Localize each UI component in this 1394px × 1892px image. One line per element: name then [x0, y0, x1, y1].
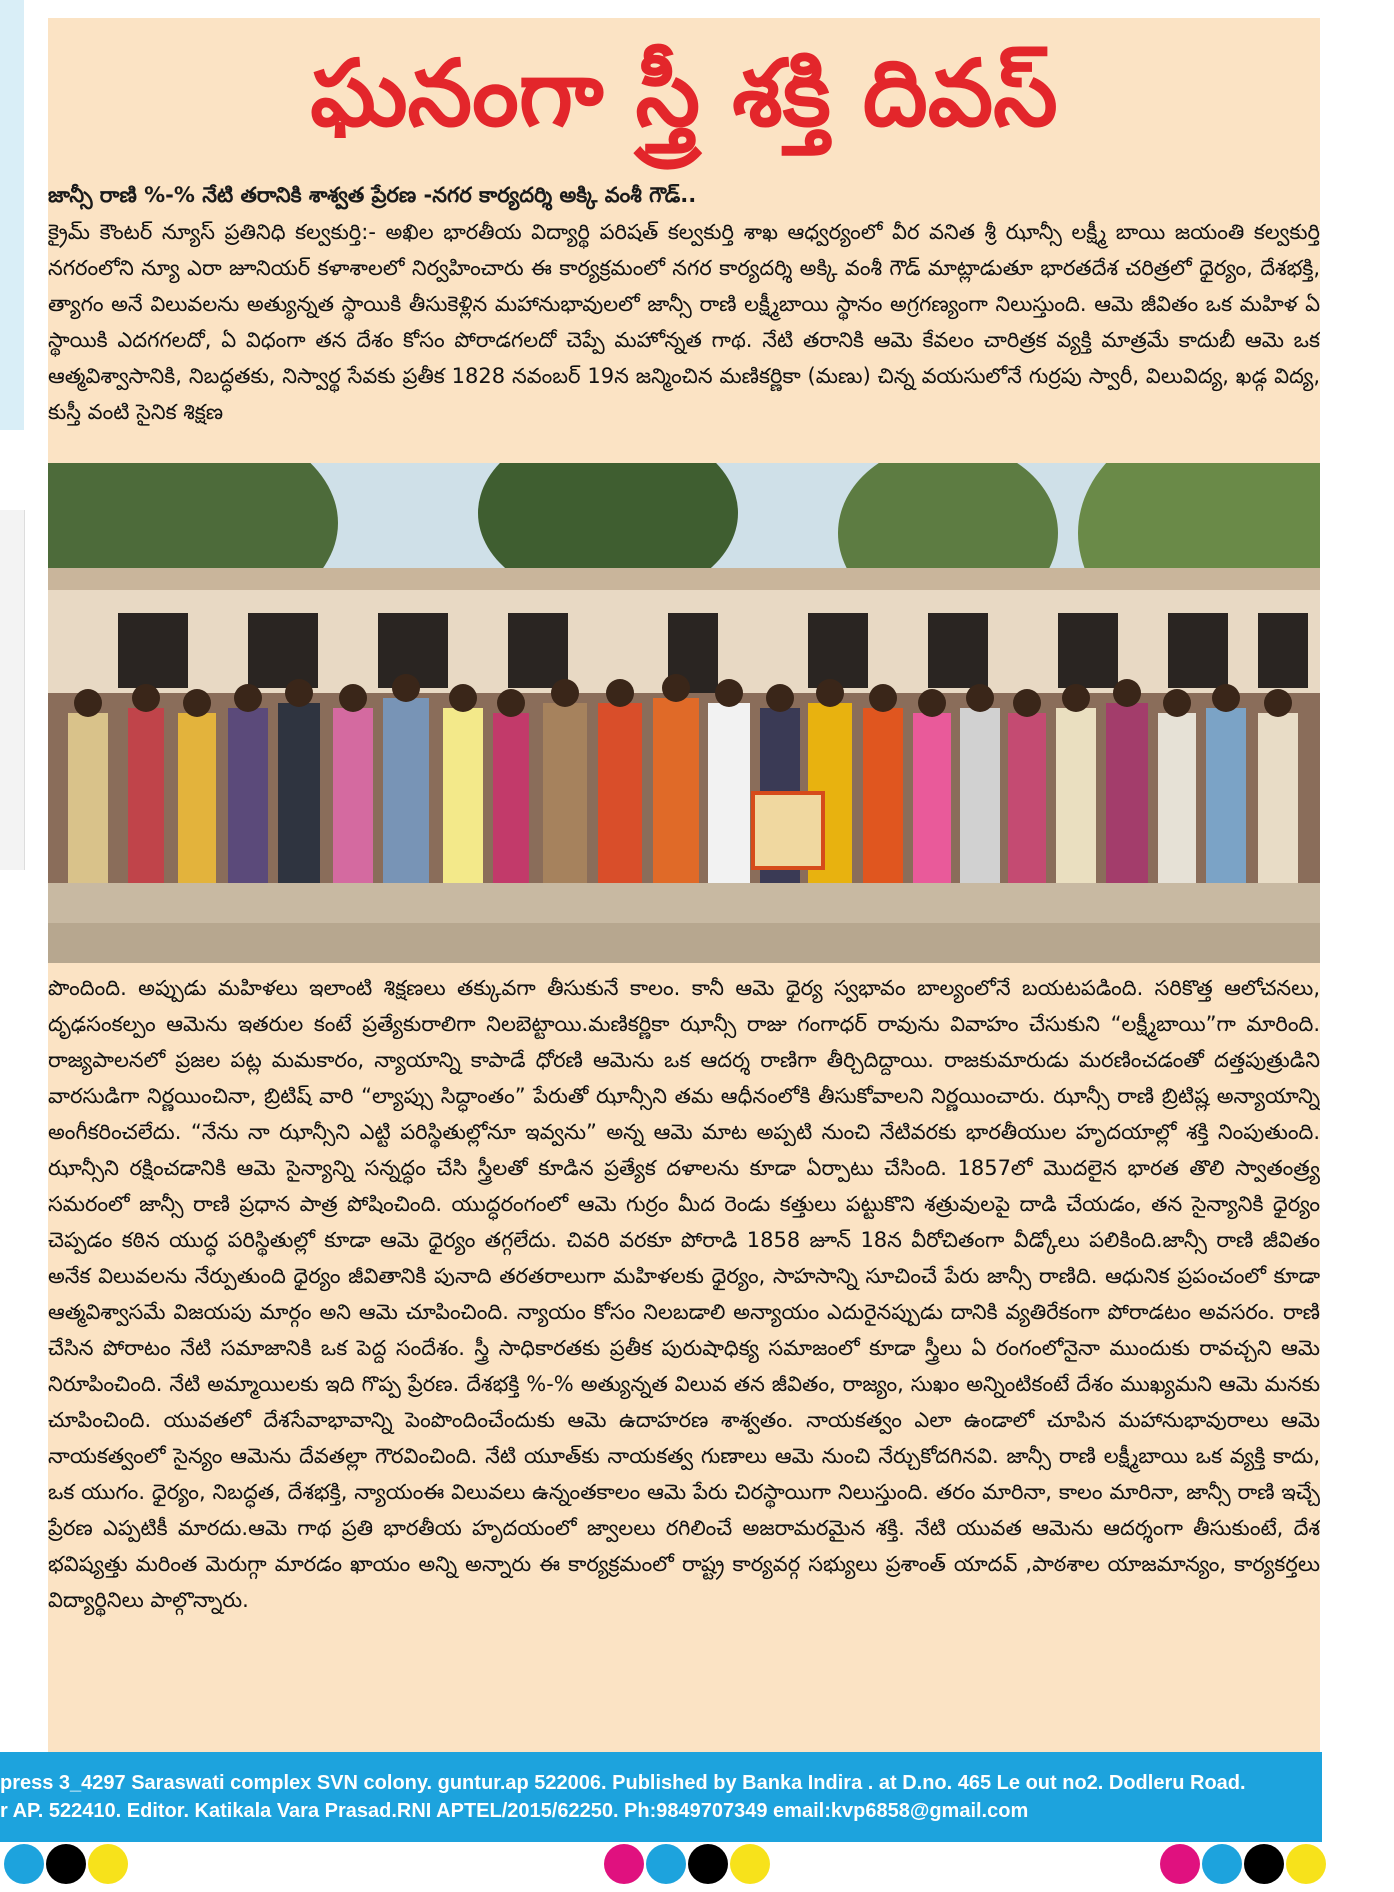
registration-dot-black [688, 1844, 728, 1884]
registration-dot-yellow [88, 1844, 128, 1884]
registration-dot-black [46, 1844, 86, 1884]
article-headline: ఘనంగా స్త్రీ శక్తి దివస్ [310, 40, 1058, 147]
registration-dot-magenta [604, 1844, 644, 1884]
article-subheadline: జాన్సీ రాణి %-% నేటి తరానికి శాశ్వత ప్రేరణ -నగర కార్యదర్శి అక్కి వంశీ గౌడ్.. [48, 183, 697, 207]
registration-dot-black [1244, 1844, 1284, 1884]
adjacent-column-strip [0, 0, 24, 430]
imprint-footer [0, 1752, 1322, 1842]
registration-marks-left [4, 1842, 128, 1886]
registration-marks-right [1160, 1842, 1326, 1886]
adjacent-column-text [0, 870, 40, 1750]
group-photo [48, 463, 1320, 963]
registration-dot-cyan [4, 1844, 44, 1884]
article-body-intro: క్రైమ్ కౌంటర్ న్యూస్ ప్రతినిధి కల్వకుర్తి:- అఖిల భారతీయ విద్యార్థి పరిషత్ కల్వకుర్తి శాఖ ఆధ్వర్యంలో వీర వనిత శ్రీ ఝాన్సీ లక్ష్మీ బాయి జయంతి కల్వకుర్తి నగరంలోని న్యూ ఎరా జూనియర్ కళాశాలలో నిర్వహించారు ఈ కార్యక్రమంలో నగర కార్యదర్శి అక్కి వంశీ గౌడ్ మాట్లాడుతూ భారతదేశ చరిత్రలో ధైర్యం, దేశభక్తి, త్యాగం అనే విలువలను అత్యున్నత స్థాయికి తీసుకెళ్లిన మహానుభావులలో జాన్సీ రాణి లక్ష్మీబాయి స్థానం అగ్రగణ్యంగా నిలుస్తుంది. ఆమె జీవితం ఒక మహిళ ఏ స్థాయికి ఎదగగలదో, ఏ విధంగా తన దేశం కోసం పోరాడగలదో చెప్పే మహోన్నత గాథ. నేటి తరానికి ఆమె కేవలం చారిత్రక వ్యక్తి మాత్రమే కాదుబీ ఆమె ఒక ఆత్మవిశ్వాసానికి, నిబద్ధతకు, నిస్వార్థ సేవకు ప్రతీక 1828 నవంబర్ 19న జన్మించిన మణికర్ణికా (మణు) చిన్న వయసులోనే గుర్రపు స్వారీ, విలువిద్య, ఖడ్గ విద్య, కుస్తీ వంటి సైనిక శిక్షణ [48, 220, 1320, 424]
registration-marks-center [604, 1842, 770, 1886]
news-article [48, 18, 1320, 1752]
registration-dot-cyan [646, 1844, 686, 1884]
registration-dot-yellow [730, 1844, 770, 1884]
registration-dot-yellow [1286, 1844, 1326, 1884]
registration-dot-magenta [1160, 1844, 1200, 1884]
article-body-continued: పొందింది. అప్పుడు మహిళలు ఇలాంటి శిక్షణలు తక్కువగా తీసుకునే కాలం. కానీ ఆమె ధైర్య స్వభావం బాల్యంలోనే బయటపడింది. సరికొత్త ఆలోచనలు, దృఢసంకల్పం ఆమెను ఇతరుల కంటే ప్రత్యేకురాలిగా నిలబెట్టాయి.మణికర్ణికా ఝాన్సీ రాజు గంగాధర్ రావును వివాహం చేసుకుని “లక్ష్మీబాయి”గా మారింది. రాజ్యపాలనలో ప్రజల పట్ల మమకారం, న్యాయాన్ని కాపాడే ధోరణి ఆమెను ఒక ఆదర్శ రాణిగా తీర్చిదిద్దాయి. రాజకుమారుడు మరణించడంతో దత్తపుత్రుడిని వారసుడిగా నిర్ణయించినా, బ్రిటిష్ వారి “ల్యాప్సు సిద్ధాంతం” పేరుతో ఝాన్సీని తమ ఆధీనంలోకి తీసుకోవాలని నిర్ణయించారు. ఝాన్సీ రాణి బ్రిటిష్ల అన్యాయాన్ని అంగీకరించలేదు. “నేను నా ఝాన్సీని ఎట్టి పరిస్థితుల్లోనూ ఇవ్వను” అన్న ఆమె మాట అప్పటి నుంచి నేటివరకు భారతీయుల హృదయాల్లో శక్తి నింపుతుంది. ఝాన్సీని రక్షించడానికి ఆమె సైన్యాన్ని సన్నద్ధం చేసి స్త్రీలతో కూడిన ప్రత్యేక దళాలను కూడా ఏర్పాటు చేసింది. 1857లో మొదలైన భారత తొలి స్వాతంత్ర్య సమరంలో జాన్సీ రాణి ప్రధాన పాత్ర పోషించింది. యుద్ధరంగంలో ఆమె గుర్రం మీద రెండు కత్తులు పట్టుకొని శత్రువులపై దాడి చేయడం, తన సైన్యానికి ధైర్యం చెప్పడం కఠిన యుద్ధ పరిస్థితుల్లో కూడా ఆమె ధైర్యం తగ్గలేదు. చివరి వరకూ పోరాడి 1858 జూన్ 18న వీరోచితంగా వీడ్కోలు పలికింది.జాన్సీ రాణి జీవితం అనేక విలువలను నేర్పుతుంది ధైర్యం జీవితానికి పునాది తరతరాలుగా మహిళలకు ధైర్యం, సాహసాన్ని సూచించే పేరు జాన్సీ రాణిది. ఆధునిక ప్రపంచంలో కూడా ఆత్మవిశ్వాసమే విజయపు మార్గం అని ఆమె చూపించింది. న్యాయం కోసం నిలబడాలి అన్యాయం ఎదురైనప్పుడు దానికి వ్యతిరేకంగా పోరాడటం అవసరం. రాణి చేసిన పోరాటం నేటి సమాజానికి ఒక పెద్ద సందేశం. స్త్రీ సాధికారతకు ప్రతీక పురుషాధిక్య సమాజంలో కూడా స్త్రీలు ఏ రంగంలోనైనా ముందుకు రావచ్చని ఆమె నిరూపించింది. నేటి అమ్మాయిలకు ఇది గొప్ప ప్రేరణ. దేశభక్తి %-% అత్యున్నత విలువ తన జీవితం, రాజ్యం, సుఖం అన్నింటికంటే దేశం ముఖ్యమని ఆమె మనకు చూపించింది. యువతలో దేశసేవాభావాన్ని పెంపొందించేందుకు ఆమె ఉదాహరణ శాశ్వతం. నాయకత్వం ఎలా ఉండాలో చూపిన మహానుభావురాలు ఆమె నాయకత్వంలో సైన్యం ఆమెను దేవతల్లా గౌరవించింది. నేటి యూత్‌కు నాయకత్వ గుణాలు ఆమె నుంచి నేర్చుకోదగినవి. జాన్సీ రాణి లక్ష్మీబాయి ఒక వ్యక్తి కాదు, ఒక యుగం. ధైర్యం, నిబద్ధత, దేశభక్తి, న్యాయంఈ విలువలు ఉన్నంతకాలం ఆమె పేరు చిరస్థాయిగా నిలుస్తుంది. తరం మారినా, కాలం మారినా, జాన్సీ రాణి ఇచ్చే ప్రేరణ ఎప్పటికీ మారదు.ఆమె గాథ ప్రతి భారతీయ హృదయంలో జ్వాలలు రగిలించే అజరామరమైన శక్తి. నేటి యువత ఆమెను ఆదర్శంగా తీసుకుంటే, దేశ భవిష్యత్తు మరింత మెరుగ్గా మారడం ఖాయం అన్ని అన్నారు ఈ కార్యక్రమంలో రాష్ట్ర కార్యవర్గ సభ్యులు ప్రశాంత్ యాదవ్ ,పాఠశాల యాజమాన్యం, కార్యకర్తలు విద్యార్థినిలు పాల్గొన్నారు. [48, 976, 1320, 1612]
imprint-line-2: r AP. 522410. Editor. Katikala Vara Prasad.RNI APTEL/2015/62250. Ph:9849707349 email:kvp6858@gmail.com [0, 1800, 1029, 1822]
registration-dot-cyan [1202, 1844, 1242, 1884]
adjacent-column-box [0, 510, 25, 870]
imprint-line-1: press 3_4297 Saraswati complex SVN colony. guntur.ap 522006. Published by Banka Indira . at D.no. 465 Le out no2. Dodleru Road. [0, 1772, 1246, 1794]
